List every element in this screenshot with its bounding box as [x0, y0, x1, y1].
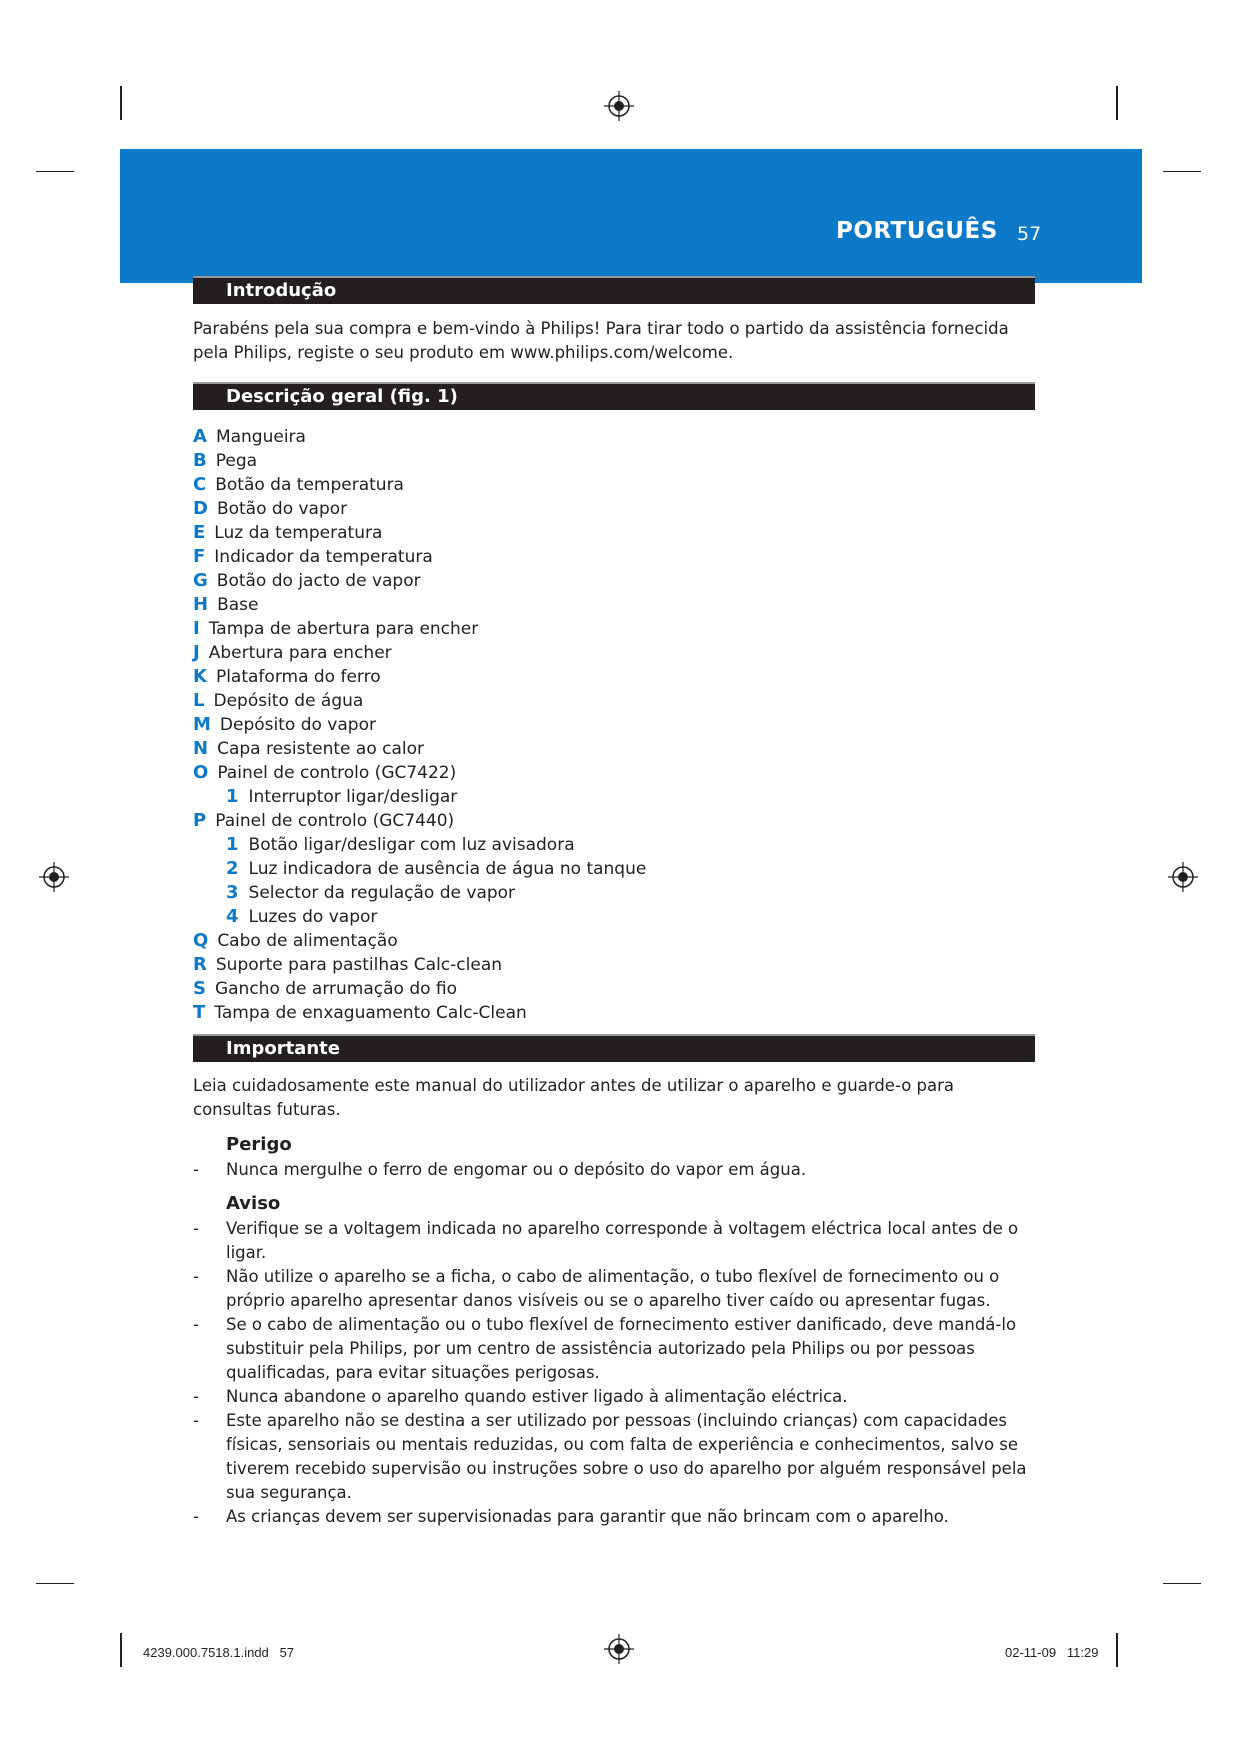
- part-key: S: [193, 978, 206, 999]
- part-label: Cabo de alimentação: [217, 931, 398, 951]
- list-dash: -: [193, 1387, 199, 1406]
- list-item: [193, 1265, 1033, 1313]
- registration-mark-icon-right: [1168, 862, 1198, 892]
- list-item: [193, 449, 993, 473]
- list-dash: -: [193, 1507, 199, 1526]
- list-item: [193, 1385, 1033, 1409]
- list-item: [193, 809, 993, 833]
- part-label: Luz da temperatura: [214, 523, 383, 543]
- part-key: 4: [226, 906, 239, 927]
- part-label: Botão do jacto de vapor: [216, 571, 421, 591]
- registration-mark-icon-left: [39, 862, 69, 892]
- list-item: [193, 905, 993, 929]
- section-bar-important: [193, 1034, 1035, 1062]
- list-item: [193, 641, 993, 665]
- part-key: D: [193, 498, 208, 519]
- list-item: [193, 1217, 1033, 1265]
- warning-heading: Aviso: [226, 1193, 281, 1214]
- warning-text: Verifique se a voltagem indicada no aparelho corresponde à voltagem eléctrica local antes de o ligar.: [226, 1219, 1019, 1262]
- part-key: O: [193, 762, 209, 783]
- part-label: Selector da regulação de vapor: [248, 883, 516, 903]
- list-item: [193, 737, 993, 761]
- part-key: I: [193, 618, 200, 639]
- part-label: Suporte para pastilhas Calc-clean: [215, 955, 503, 975]
- part-label: Painel de controlo (GC7440): [215, 811, 455, 831]
- part-label: Plataforma do ferro: [215, 667, 381, 687]
- list-item: [193, 665, 993, 689]
- list-dash: -: [193, 1160, 199, 1179]
- part-key: 1: [226, 786, 239, 807]
- list-item: [193, 977, 993, 1001]
- list-item: [193, 857, 993, 881]
- intro-paragraph: Parabéns pela sua compra e bem-vindo à Philips! Para tirar todo o partido da assistência fornecida pela Philips, registe o seu produto em www.philips.com/welcome.: [193, 319, 1009, 362]
- page-number: 57: [1017, 223, 1042, 245]
- part-key: Q: [193, 930, 209, 951]
- list-item: [193, 1313, 1033, 1385]
- warning-text: Se o cabo de alimentação ou o tubo flexível de fornecimento estiver danificado, deve mandá-lo substituir pela Philips, por um centro de assistência autorizado pela Philips ou por pessoas qualificadas, para evitar situações perigosas.: [226, 1315, 1017, 1382]
- list-item: [193, 785, 993, 809]
- part-label: Tampa de enxaguamento Calc-Clean: [214, 1003, 527, 1023]
- list-item: [193, 521, 993, 545]
- section-title-intro: Introdução: [226, 280, 337, 301]
- footer-file-name: 4239.000.7518.1.indd 57: [143, 1645, 295, 1660]
- section-bar-overview: [193, 382, 1035, 410]
- part-label: Luzes do vapor: [248, 907, 378, 927]
- part-label: Pega: [215, 451, 258, 471]
- list-item: [193, 881, 993, 905]
- important-paragraph: Leia cuidadosamente este manual do utilizador antes de utilizar o aparelho e guarde-o para consultas futuras.: [193, 1076, 955, 1119]
- list-item: [193, 689, 993, 713]
- list-item: [193, 593, 993, 617]
- warning-list: [193, 1217, 1033, 1529]
- part-key: F: [193, 546, 206, 567]
- part-key: J: [193, 642, 200, 663]
- part-label: Mangueira: [215, 427, 306, 447]
- crop-mark-top-left-vertical: [120, 86, 122, 120]
- warning-text: Nunca abandone o aparelho quando estiver ligado à alimentação eléctrica.: [226, 1387, 848, 1406]
- part-key: M: [193, 714, 211, 735]
- list-item: [193, 617, 993, 641]
- part-key: B: [193, 450, 207, 471]
- part-label: Base: [217, 595, 259, 615]
- list-dash: -: [193, 1267, 199, 1286]
- part-label: Luz indicadora de ausência de água no tanque: [248, 859, 647, 879]
- parts-list: [193, 425, 993, 1025]
- section-title-important: Importante: [226, 1038, 340, 1059]
- list-item: [193, 473, 993, 497]
- registration-mark-icon-top: [604, 91, 634, 121]
- list-item: [193, 1409, 1033, 1505]
- header-banner: [120, 149, 1142, 283]
- list-dash: -: [193, 1315, 199, 1334]
- list-item: [193, 761, 993, 785]
- crop-mark-top-right-vertical: [1116, 86, 1118, 120]
- part-label: Botão ligar/desligar com luz avisadora: [248, 835, 575, 855]
- part-key: L: [193, 690, 205, 711]
- part-key: P: [193, 810, 207, 831]
- danger-heading: Perigo: [226, 1134, 292, 1155]
- section-bar-intro: [193, 276, 1035, 304]
- list-item: [193, 545, 993, 569]
- crop-mark-right-top-horizontal: [1163, 171, 1201, 172]
- part-key: 1: [226, 834, 239, 855]
- danger-text: Nunca mergulhe o ferro de engomar ou o depósito do vapor em água.: [226, 1160, 807, 1179]
- part-key: G: [193, 570, 208, 591]
- registration-mark-icon-bottom: [604, 1634, 634, 1664]
- part-label: Interruptor ligar/desligar: [248, 787, 458, 807]
- part-key: E: [193, 522, 206, 543]
- list-item: [193, 425, 993, 449]
- warning-text: As crianças devem ser supervisionadas para garantir que não brincam com o aparelho.: [226, 1507, 949, 1526]
- part-key: H: [193, 594, 209, 615]
- list-item: [193, 1505, 1033, 1529]
- part-key: N: [193, 738, 209, 759]
- list-item: [193, 929, 993, 953]
- part-label: Indicador da temperatura: [214, 547, 433, 567]
- part-label: Painel de controlo (GC7422): [217, 763, 457, 783]
- part-label: Botão da temperatura: [215, 475, 404, 495]
- part-label: Abertura para encher: [208, 643, 392, 663]
- list-dash: -: [193, 1219, 199, 1238]
- crop-mark-right-bottom-horizontal: [1163, 1583, 1201, 1584]
- list-item: [193, 1001, 993, 1025]
- list-item: [193, 497, 993, 521]
- part-label: Depósito de água: [213, 691, 364, 711]
- part-label: Gancho de arrumação do fio: [214, 979, 458, 999]
- part-key: C: [193, 474, 207, 495]
- language-title: PORTUGUÊS: [836, 218, 998, 244]
- part-key: K: [193, 666, 207, 687]
- crop-mark-bottom-left-vertical: [120, 1633, 122, 1667]
- part-label: Capa resistente ao calor: [217, 739, 425, 759]
- section-title-overview: Descrição geral (fig. 1): [226, 386, 458, 407]
- crop-mark-bottom-right-vertical: [1116, 1633, 1118, 1667]
- warning-text: Não utilize o aparelho se a ficha, o cabo de alimentação, o tubo flexível de fornecimento ou o próprio aparelho apresentar danos visíveis ou se o aparelho tiver caído ou apresentar fugas.: [226, 1267, 1000, 1310]
- list-item: [193, 953, 993, 977]
- list-item: [193, 713, 993, 737]
- list-item: [193, 569, 993, 593]
- footer-date: 02-11-09 11:29: [1005, 1645, 1099, 1660]
- part-key: R: [193, 954, 207, 975]
- part-key: 3: [226, 882, 239, 903]
- part-label: Tampa de abertura para encher: [208, 619, 479, 639]
- crop-mark-left-top-horizontal: [36, 171, 74, 172]
- part-key: A: [193, 426, 207, 447]
- list-item: [193, 833, 993, 857]
- list-item: [193, 1158, 1033, 1182]
- list-dash: -: [193, 1411, 199, 1430]
- danger-list: [193, 1158, 1033, 1182]
- part-key: T: [193, 1002, 206, 1023]
- part-key: 2: [226, 858, 239, 879]
- part-label: Depósito do vapor: [219, 715, 376, 735]
- warning-text: Este aparelho não se destina a ser utilizado por pessoas (incluindo crianças) com capacidades físicas, sensoriais ou mentais reduzidas, ou com falta de experiência e conhecimentos, salvo se tiverem recebido supervisão ou instruções sobre o uso do aparelho por alguém responsável pela sua segurança.: [226, 1411, 1027, 1502]
- crop-mark-left-bottom-horizontal: [36, 1583, 74, 1584]
- part-label: Botão do vapor: [216, 499, 348, 519]
